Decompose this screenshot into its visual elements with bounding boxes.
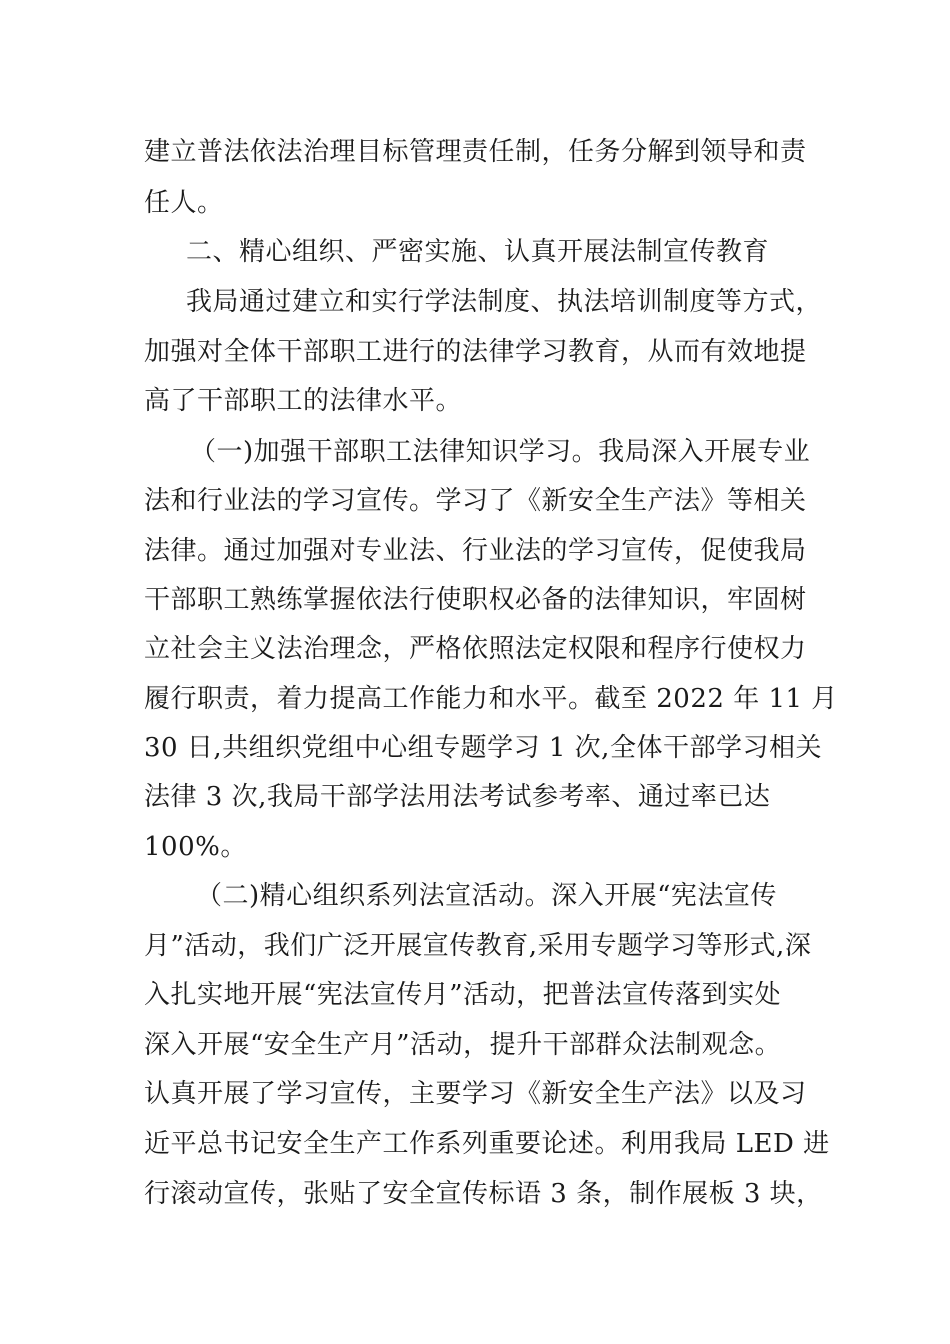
text-line: 加强对全体干部职工进行的法律学习教育，从而有效地提 [144,337,807,367]
text-line: 我局通过建立和实行学法制度、执法培训制度等方式， [186,287,823,317]
text-line: 100%。 [144,832,247,862]
text-line: 认真开展了学习宣传，主要学习《新安全生产法》以及习 [144,1079,807,1109]
subsection-heading: （二)精心组织系列法宣活动。深入开展“宪法宣传 [196,881,777,911]
subsection-heading: （一)加强干部职工法律知识学习。我局深入开展专业 [190,437,811,467]
text-line: 法律。通过加强对专业法、行业法的学习宣传，促使我局 [144,536,807,566]
text-line: 履行职责，着力提高工作能力和水平。截至 2022 年 11 月 [144,684,838,714]
text-line: 月”活动，我们广泛开展宣传教育,采用专题学习等形式,深 [144,931,812,961]
text-line: 深入开展“安全生产月”活动，提升干部群众法制观念。 [144,1030,782,1060]
text-line: 法和行业法的学习宣传。学习了《新安全生产法》等相关 [144,486,807,516]
text-line: 任人。 [144,188,224,218]
text-line: 入扎实地开展“宪法宣传月”活动，把普法宣传落到实处 [144,980,782,1010]
text-line: 近平总书记安全生产工作系列重要论述。利用我局 LED 进 [144,1129,830,1159]
text-line: 法律 3 次,我局干部学法用法考试参考率、通过率已达 [144,782,771,812]
text-line: 立社会主义法治理念，严格依照法定权限和程序行使权力 [144,634,807,664]
text-line: 行滚动宣传，张贴了安全宣传标语 3 条，制作展板 3 块， [144,1179,823,1209]
section-heading: 二、精心组织、严密实施、认真开展法制宣传教育 [186,237,770,267]
text-line: 高了干部职工的法律水平。 [144,386,463,416]
text-line: 建立普法依法治理目标管理责任制，任务分解到领导和责 [144,137,807,167]
text-line: 干部职工熟练掌握依法行使职权必备的法律知识，牢固树 [144,585,807,615]
text-line: 30 日,共组织党组中心组专题学习 1 次,全体干部学习相关 [144,733,822,763]
